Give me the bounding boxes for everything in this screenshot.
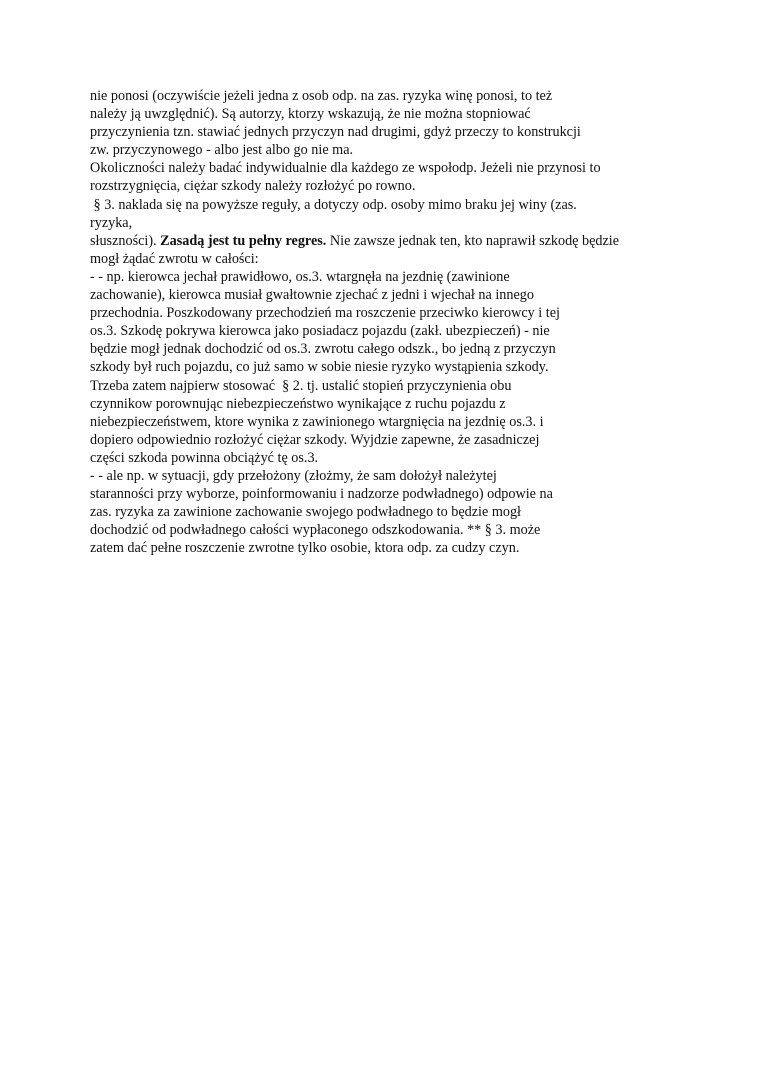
text-line: czynnikow porownując niebezpieczeństwo wynikające z ruchu pojazdu z bbox=[90, 395, 506, 412]
text-line: mogł żądać zwrotu w całości: bbox=[90, 250, 259, 267]
text-line: szkody był ruch pojazdu, co już samo w sobie niesie ryzyko wystąpienia szkody. bbox=[90, 359, 549, 376]
text-line: staranności przy wyborze, poinformowaniu i nadzorze podwładnego) odpowie na bbox=[90, 486, 553, 503]
text-line bbox=[90, 232, 690, 250]
text-line: zachowanie), kierowca musiał gwałtownie zjechać z jedni i wjechał na innego bbox=[90, 287, 534, 304]
text-line: - - ale np. w sytuacji, gdy przełożony (złożmy, że sam dołożył należytej bbox=[90, 467, 497, 484]
text-line: przechodnia. Poszkodowany przechodzień ma roszczenie przeciwko kierowcy i tej bbox=[90, 305, 560, 322]
text-line: dochodzić od podwładnego całości wypłaconego odszkodowania. ** § 3. może bbox=[90, 522, 541, 539]
text-line: niebezpieczeństwem, ktore wynika z zawinionego wtargnięcia na jezdnię os.3. i bbox=[90, 413, 544, 430]
text-line: Trzeba zatem najpierw stosować § 2. tj. ustalić stopień przyczynienia obu bbox=[90, 377, 512, 394]
text-line: przyczynienia tzn. stawiać jednych przyczyn nad drugimi, gdyż przeczy to konstrukcji bbox=[90, 124, 581, 141]
text-line: - - np. kierowca jechał prawidłowo, os.3. wtargnęła na jezdnię (zawinione bbox=[90, 268, 510, 285]
text-line: zatem dać pełne roszczenie zwrotne tylko osobie, ktora odp. za cudzy czyn. bbox=[90, 540, 520, 557]
text-line: części szkoda powinna obciążyć tę os.3. bbox=[90, 449, 319, 466]
text-line: Okoliczności należy badać indywidualnie dla każdego ze wspołodp. Jeżeli nie przynosi to bbox=[90, 160, 601, 177]
text-line: § 3. naklada się na powyższe reguły, a dotyczy odp. osoby mimo braku jej winy (zas. bbox=[90, 196, 577, 213]
text-line: dopiero odpowiednio rozłożyć ciężar szkody. Wyjdzie zapewne, że zasadniczej bbox=[90, 431, 540, 448]
text-line: należy ją uwzględnić). Są autorzy, ktorzy wskazują, że nie można stopniować bbox=[90, 106, 531, 123]
text-line: os.3. Szkodę pokrywa kierowca jako posiadacz pojazdu (zakł. ubezpieczeń) ‑ nie bbox=[90, 323, 550, 340]
text-line: nie ponosi (oczywiście jeżeli jedna z osob odp. na zas. ryzyka winę ponosi, to też bbox=[90, 88, 553, 104]
text-segment: Nie zawsze jednak ten, kto naprawił szkodę będzie bbox=[326, 232, 620, 249]
text-line: będzie mogł jednak dochodzić od os.3. zwrotu całego odszk., bo jedną z przyczyn bbox=[90, 341, 556, 358]
text-line: zas. ryzyka za zawinione zachowanie swojego podwładnego to będzie mogł bbox=[90, 504, 521, 521]
emphasized-text: Zasadą jest tu pełny regres. bbox=[160, 232, 327, 249]
text-line: ryzyka, bbox=[90, 214, 133, 231]
text-line: rozstrzygnięcia, ciężar szkody należy rozłożyć po rowno. bbox=[90, 178, 416, 195]
text-line: zw. przyczynowego ‑ albo jest albo go nie ma. bbox=[90, 142, 354, 159]
text-segment: słuszności). bbox=[90, 232, 161, 249]
document-page bbox=[90, 87, 690, 557]
